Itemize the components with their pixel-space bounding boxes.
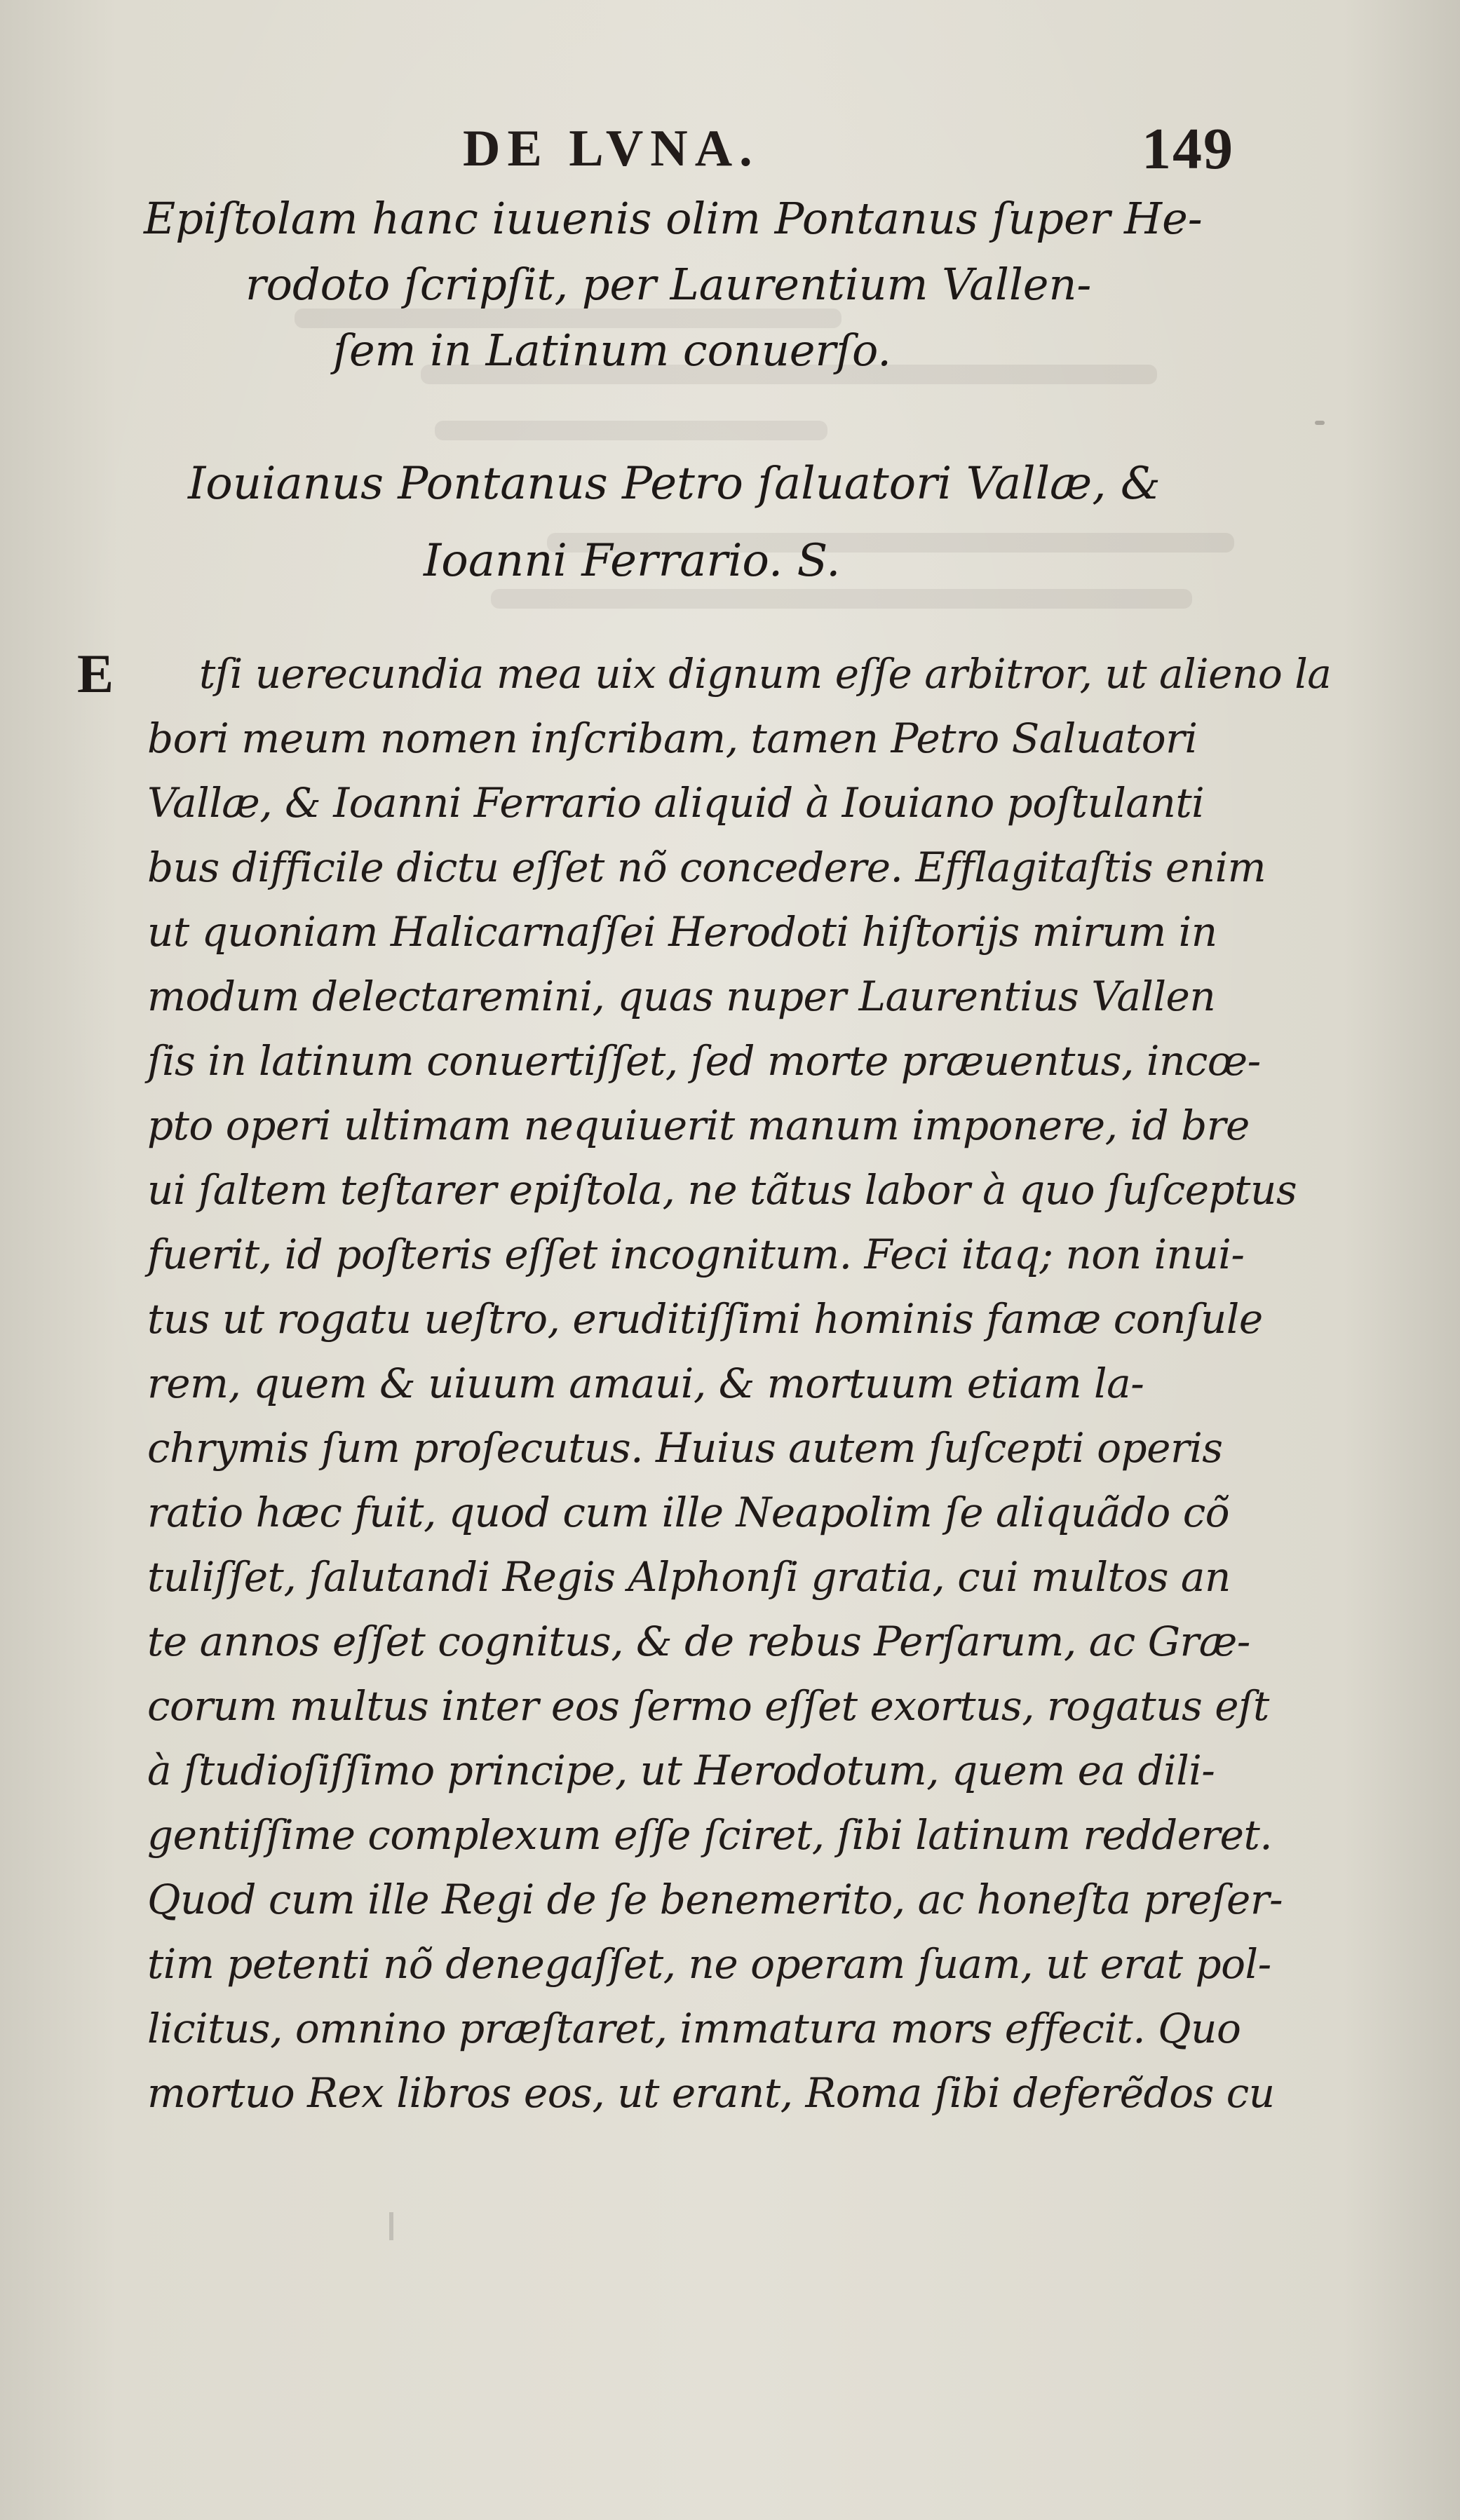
body-line: bus difficile dictu eſſet nõ concedere. Efflagitaſtis enim <box>147 844 1266 891</box>
body-line: modum delectaremini, quas nuper Laurentius Vallen <box>147 973 1216 1020</box>
salutation-line: Ioanni Ferrario. S. <box>424 535 841 587</box>
body-line: tuliſſet, ſalutandi Regis Alphonſi gratia, cui multos an <box>147 1553 1231 1601</box>
body-line: Quod cum ille Regi de ſe benemerito, ac honeſta preſer- <box>147 1876 1283 1923</box>
body-line: ui ſaltem teſtarer epiſtola, ne tãtus labor à quo ſuſceptus <box>147 1166 1297 1214</box>
ink-speck <box>389 2212 393 2240</box>
initial-letter: E <box>77 643 114 704</box>
ink-speck <box>1315 421 1325 425</box>
epistle-heading <box>144 186 1266 384</box>
body-line: rem, quem & uiuum amaui, & mortuum etiam la- <box>147 1360 1144 1407</box>
body-line: fuerit, id poſteris eſſet incognitum. Feci itaq; non inui- <box>147 1231 1245 1278</box>
body-line: licitus, omnino præſtaret, immatura mors effecit. Quo <box>147 2005 1241 2052</box>
body-line: mortuo Rex libros eos, ut erant, Roma ſibi deferẽdos cu <box>147 2069 1275 2117</box>
body-line: ratio hæc fuit, quod cum ille Neapolim ſe aliquãdo cõ <box>147 1489 1230 1536</box>
body-line: tſi uerecundia mea uix dignum eſſe arbitror, ut alieno la <box>199 650 1332 698</box>
body-line: corum multus inter eos ſermo eſſet exortus, rogatus eſt <box>147 1682 1269 1730</box>
salutation <box>188 445 1240 599</box>
body-line: ſis in latinum conuertiſſet, ſed morte præuentus, incœ- <box>147 1037 1261 1085</box>
body-line: gentiſſime complexum eſſe ſciret, ſibi latinum redderet. <box>147 1811 1273 1859</box>
heading-line: ſem in Latinum conuerſo. <box>333 325 891 376</box>
page-number: 149 <box>1142 116 1234 182</box>
body-line: tim petenti nõ denegaſſet, ne operam ſuam, ut erat pol- <box>147 1940 1271 1988</box>
body-line: te annos eſſet cognitus, & de rebus Perſarum, ac Græ- <box>147 1618 1250 1665</box>
body-line: Vallæ, & Ioanni Ferrario aliquid à Iouiano poſtulanti <box>147 779 1205 827</box>
letter-body <box>77 642 1332 2125</box>
body-line: bori meum nomen inſcribam, tamen Petro Saluatori <box>147 714 1198 762</box>
heading-line: rodoto ſcripſit, per Laurentium Vallen- <box>245 259 1092 310</box>
body-line: tus ut rogatu ueſtro, eruditiſſimi hominis famæ conſule <box>147 1295 1263 1343</box>
body-line: à ſtudioſiſſimo principe, ut Herodotum, quem ea dili- <box>147 1747 1215 1794</box>
body-line: pto operi ultimam nequiuerit manum imponere, id bre <box>147 1102 1250 1149</box>
running-head: DE LVNA. <box>463 120 759 177</box>
salutation-line: Iouianus Pontanus Petro ſaluatori Vallæ, & <box>188 458 1161 510</box>
page-header <box>421 116 1234 196</box>
heading-line: Epiſtolam hanc iuuenis olim Pontanus ſuper He- <box>144 193 1203 244</box>
body-line: ut quoniam Halicarnaſſei Herodoti hiſtorijs mirum in <box>147 908 1217 956</box>
body-line: chrymis ſum proſecutus. Huius autem ſuſcepti operis <box>147 1424 1223 1472</box>
